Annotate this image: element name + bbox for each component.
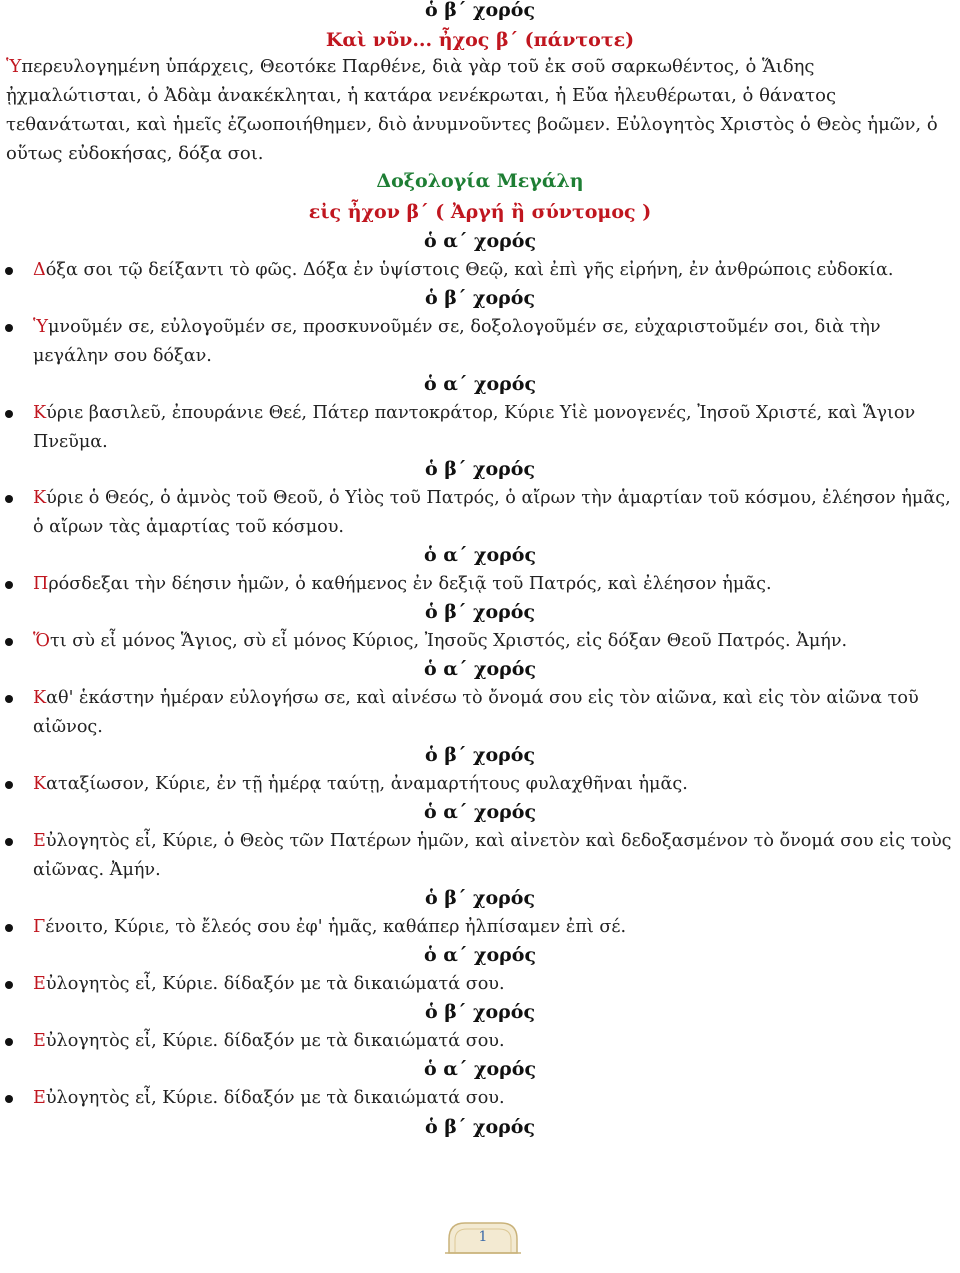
verse-initial: Κ <box>33 488 47 508</box>
verse-text: τι σὺ εἶ μόνος Ἅγιος, σὺ εἶ μόνος Κύριος, Ἰησοῦς Χριστός, εἰς δόξαν Θεοῦ Πατρός. Ἀμήν. <box>49 631 848 651</box>
bullet-icon <box>5 838 13 846</box>
bullet-icon <box>5 495 13 503</box>
verse-item <box>33 1027 957 1056</box>
verse-initial: Ε <box>33 1088 46 1108</box>
page-number-box <box>443 1217 523 1259</box>
verse-text: ὐλογητὸς εἶ, Κύριε. δίδαξόν με τὰ δικαιώματά σου. <box>45 1031 505 1051</box>
bullet-icon <box>5 324 13 332</box>
verse-item <box>33 970 957 999</box>
choir-heading: ὁ α΄ χορός <box>423 944 537 966</box>
verse-item <box>33 627 957 656</box>
verse-initial: Ὅ <box>33 631 50 651</box>
drop-initial: Ὑ <box>6 56 22 77</box>
choir-heading: ὁ β΄ χορός <box>424 458 536 480</box>
bullet-icon <box>5 638 13 646</box>
verse-text: ύριε ὁ Θεός, ὁ ἀμνὸς τοῦ Θεοῦ, ὁ Υἱὸς τοῦ Πατρός, ὁ αἴρων τὴν ἁμαρτίαν τοῦ κόσμου, ἐλέησον ἡμᾶς, ὁ αἴρων τὰς ἁμαρτίας τοῦ κόσμου. <box>33 488 951 537</box>
choir-heading: ὁ β΄ χορός <box>424 0 536 21</box>
verse-item <box>33 570 957 599</box>
verse-text: μνοῦμέν σε, εὐλογοῦμέν σε, προσκυνοῦμέν σε, δοξολογοῦμέν σε, εὐχαριστοῦμέν σοι, διὰ τὴν μεγάλην σου δόξαν. <box>33 317 881 366</box>
verse-text: αταξίωσον, Κύριε, ἐν τῇ ἡμέρᾳ ταύτῃ, ἀναμαρτήτους φυλαχθῆναι ἡμᾶς. <box>46 774 688 794</box>
kai-nyn-heading: Καὶ νῦν... ἦχος β΄ (πάντοτε) <box>325 29 635 51</box>
bullet-icon <box>5 581 13 589</box>
verse-item <box>33 684 957 742</box>
verse-text: ὐλογητὸς εἶ, Κύριε, ὁ Θεὸς τῶν Πατέρων ἡμῶν, καὶ αἰνετὸν καὶ δεδοξασμένον τὸ ὄνομά σου εἰς τοὺς αἰῶνας. Ἀμήν. <box>33 831 952 880</box>
choir-heading: ὁ α΄ χορός <box>423 801 537 823</box>
verse-initial: Γ <box>33 917 46 937</box>
choir-heading: ὁ α΄ χορός <box>423 373 537 395</box>
bullet-icon <box>5 267 13 275</box>
paragraph-text: περευλογημένη ὑπάρχεις, Θεοτόκε Παρθένε, διὰ γὰρ τοῦ ἐκ σοῦ σαρκωθέντος, ὁ Ἅιδης ᾐχμαλώτισται, ὁ Ἀδὰμ ἀνακέκληται, ἡ κατάρα νενέκρωται, ἡ Εὔα ἠλευθέρωται, ὁ θάνατος τεθανάτωται, καὶ ἡμεῖς ἐζωοποιήθημεν, διὸ ἀνυμνοῦντες βοῶμεν. Εὐλογητὸς Χριστὸς ὁ Θεὸς ἡμῶν, ὁ οὕτως εὐδοκήσας, δόξα σοι. <box>6 56 938 164</box>
verse-initial: Ε <box>33 1031 46 1051</box>
verse-initial: Ε <box>33 831 46 851</box>
verse-text: ένοιτο, Κύριε, τὸ ἔλεός σου ἐφ' ἡμᾶς, καθάπερ ἠλπίσαμεν ἐπὶ σέ. <box>45 917 627 937</box>
choir-heading: ὁ β΄ χορός <box>424 1001 536 1023</box>
verse-text: αθ' ἑκάστην ἡμέραν εὐλογήσω σε, καὶ αἰνέσω τὸ ὄνομά σου εἰς τὸν αἰῶνα, καὶ εἰς τὸν αἰῶνα τοῦ αἰῶνος. <box>33 688 919 737</box>
verse-initial: Κ <box>33 688 47 708</box>
bullet-icon <box>5 924 13 932</box>
choir-heading: ὁ β΄ χορός <box>424 744 536 766</box>
verse-initial: Κ <box>33 774 47 794</box>
choir-heading: ὁ β΄ χορός <box>424 601 536 623</box>
theotokion-paragraph <box>6 52 956 168</box>
bullet-icon <box>5 781 13 789</box>
verse-item <box>33 399 957 457</box>
verse-text: ὐλογητὸς εἶ, Κύριε. δίδαξόν με τὰ δικαιώματά σου. <box>45 1088 505 1108</box>
choir-heading: ὁ α΄ χορός <box>423 230 537 252</box>
doxology-title: Δοξολογία Μεγάλη <box>376 170 584 192</box>
verse-initial: Δ <box>33 260 46 280</box>
verse-item <box>33 913 957 942</box>
verse-initial: Κ <box>33 403 47 423</box>
verse-item <box>33 256 957 285</box>
bullet-icon <box>5 1038 13 1046</box>
bullet-icon <box>5 410 13 418</box>
verse-item <box>33 484 957 542</box>
verse-initial: Ὑ <box>33 317 48 337</box>
bullet-icon <box>5 1095 13 1103</box>
verse-text: όξα σοι τῷ δείξαντι τὸ φῶς. Δόξα ἐν ὑψίστοις Θεῷ, καὶ ἐπὶ γῆς εἰρήνη, ἐν ἀνθρώποις εὐδοκία. <box>45 260 894 280</box>
choir-heading: ὁ α΄ χορός <box>423 544 537 566</box>
verse-text: ὐλογητὸς εἶ, Κύριε. δίδαξόν με τὰ δικαιώματά σου. <box>45 974 505 994</box>
choir-heading: ὁ β΄ χορός <box>424 1116 536 1138</box>
verse-item <box>33 770 957 799</box>
verse-text: ύριε βασιλεῦ, ἐπουράνιε Θεέ, Πάτερ παντοκράτορ, Κύριε Υἱὲ μονογενές, Ἰησοῦ Χριστέ, καὶ Ἅγιον Πνεῦμα. <box>33 403 916 452</box>
choir-heading: ὁ β΄ χορός <box>424 287 536 309</box>
doxology-subtitle: εἰς ἦχον β΄ ( Ἀργή ἢ σύντομος ) <box>308 201 652 223</box>
bullet-icon <box>5 695 13 703</box>
verse-item <box>33 313 957 371</box>
verse-item <box>33 827 957 885</box>
choir-heading: ὁ β΄ χορός <box>424 887 536 909</box>
verse-initial: Ε <box>33 974 46 994</box>
page-number: 1 <box>478 1229 488 1245</box>
bullet-icon <box>5 981 13 989</box>
verse-item <box>33 1084 957 1113</box>
choir-heading: ὁ α΄ χορός <box>423 658 537 680</box>
choir-heading: ὁ α΄ χορός <box>423 1058 537 1080</box>
verse-initial: Π <box>33 574 49 594</box>
verse-text: ρόσδεξαι τὴν δέησιν ἡμῶν, ὁ καθήμενος ἐν δεξιᾷ τοῦ Πατρός, καὶ ἐλέησον ἡμᾶς. <box>48 574 772 594</box>
